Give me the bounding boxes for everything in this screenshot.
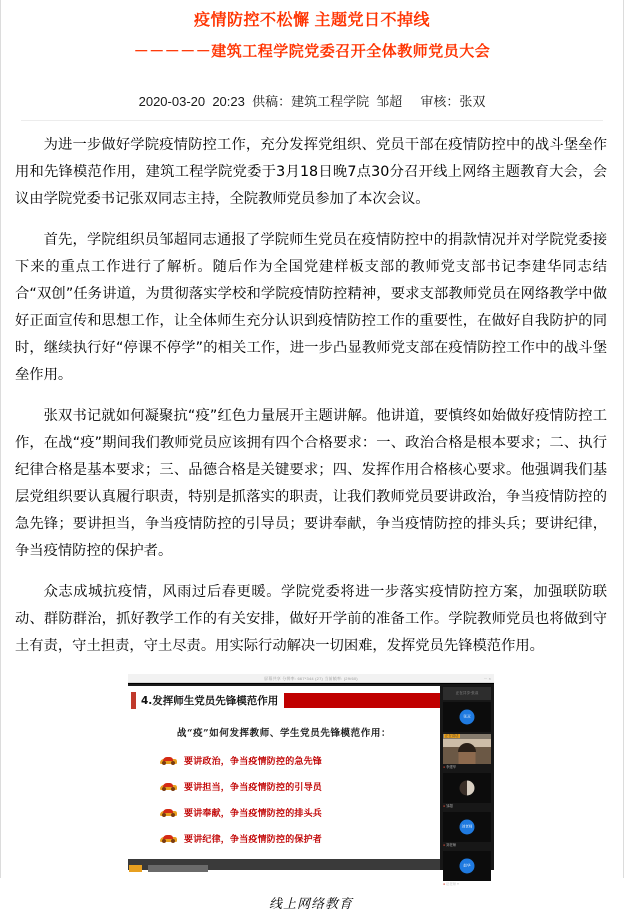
participant-tile[interactable] <box>443 851 491 881</box>
mic-icon: ● <box>443 765 446 769</box>
os-taskbar <box>128 859 440 870</box>
slide-bullet-label: 要讲担当，争当疫情防控的引导员 <box>184 783 323 793</box>
figure-caption: 线上网络教育 <box>268 897 353 912</box>
participant-name: ● 李建华 <box>443 765 457 769</box>
taskbar-window-chip <box>148 865 208 872</box>
speaking-label: 正在讲话 <box>445 734 459 738</box>
participant-name: ● 邹超 <box>443 804 453 808</box>
paragraph: 为进一步做好学院疫情防控工作，充分发挥党组织、党员干部在疫情防控中的战斗堡垒作用和先锋模范作用，建筑工程学院党委于3月18日晚7点30分召开线上网络主题教育大会，会议由学院党委书记张双同志主持，全院教师党员参加了本次会议。 <box>15 137 607 207</box>
participant-name: ● 刘老师 <box>443 843 457 847</box>
screenshare-titlebar <box>128 674 494 683</box>
car-icon <box>160 808 177 817</box>
article-figure <box>15 674 607 912</box>
mic-icon: ● <box>443 882 446 886</box>
participant-tile[interactable] <box>443 812 491 842</box>
avatar: 刘老师 <box>460 820 475 835</box>
slide-question: 战“疫”如何发挥教师、学生党员先锋模范作用： <box>176 728 392 739</box>
byline: 2020-03-20 20:23 供稿：建筑工程学院 邹超 审核：张双 <box>138 94 486 109</box>
page-subtitle: －－－－－建筑工程学院党委召开全体教师党员大会 <box>133 43 491 60</box>
shared-slide <box>128 684 440 859</box>
slide-bullet-label: 要讲奉献，争当疫情防控的排头兵 <box>184 809 323 819</box>
mic-icon: ● <box>443 843 446 847</box>
conference-screenshot <box>128 674 494 886</box>
chevron-down-icon[interactable]: ▾ <box>457 882 459 886</box>
slide-bullet <box>160 776 440 797</box>
slide-bullet <box>160 802 440 823</box>
participant-tile[interactable] <box>443 773 491 803</box>
avatar: 赵华 <box>460 859 475 874</box>
car-icon <box>160 782 177 791</box>
avatar <box>460 781 475 796</box>
participant-tile[interactable] <box>443 734 491 764</box>
page-title: 疫情防控不松懈 主题党日不掉线 <box>194 12 430 29</box>
paragraph: 众志成城抗疫情，风雨过后春更暖。学院党委将进一步落实疫情防控方案，加强联防联动、群防群治，抓好教学工作的有关安排，做好开学前的准备工作。学院教师党员也将做到守土有责，守土担责，守土尽责。用实际行动解决一切困难，发挥党员先锋模范作用。 <box>15 584 607 654</box>
participants-panel <box>440 684 494 886</box>
slide-heading: 4.发挥师生党员先锋模范作用 <box>141 695 279 707</box>
participant-name: ● 赵老师 ▾ <box>443 882 459 886</box>
taskbar-start-chip <box>129 865 142 872</box>
mic-icon: ● <box>443 804 446 808</box>
slide-bullet-list <box>160 750 440 849</box>
slide-header-band <box>284 693 440 708</box>
article-body <box>1 121 623 912</box>
panel-header: 正在共享·张双 <box>443 687 491 700</box>
slide-bullet <box>160 828 440 849</box>
byline-row <box>21 93 603 121</box>
car-icon <box>160 756 177 765</box>
paragraph: 首先，学院组织员邹超同志通报了学院师生党员在疫情防控中的捐款情况并对学院党委接下来的重点工作进行了解析。随后作为全国党建样板支部的教师党支部书记李建华同志结合“双创”任务讲道，为贯彻落实学校和学院疫情防控精神，要求支部教师党员在网络教学中做好正面宣传和思想工作，让全体师生充分认识到疫情防控工作的重要性，在做好自我防护的同时，继续执行好“停课不停学”的相关工作，进一步凸显教师党支部在疫情防控工作中的战斗堡垒作用。 <box>15 232 607 383</box>
paragraph: 张双书记就如何凝聚抗“疫”红色力量展开主题讲解。他讲道，要慎终如始做好疫情防控工作，在战“疫”期间我们教师党员应该拥有四个合格要求：一、政治合格是根本要求；二、执行纪律合格是基本要求；三、品德合格是关键要求；四、发挥作用合格核心要求。他强调我们基层党组织要认真履行职责，特别是抓落实的职责，让我们教师党员要讲政治，争当疫情防控的急先锋；要讲担当，争当疫情防控的引导员；要讲奉献，争当疫情防控的排头兵；要讲纪律，争当疫情防控的保护者。 <box>15 408 607 559</box>
article-header <box>1 0 623 121</box>
window-controls: － × <box>483 676 491 681</box>
car-icon <box>160 834 177 843</box>
slide-bullet <box>160 750 440 771</box>
slide-accent-bar <box>131 692 136 709</box>
participant-tile[interactable] <box>443 702 491 732</box>
speaking-badge <box>443 734 491 739</box>
slide-header <box>128 690 440 711</box>
slide-bullet-label: 要讲政治，争当疫情防控的急先锋 <box>184 757 323 767</box>
slide-bullet-label: 要讲纪律，争当疫情防控的保护者 <box>184 835 323 845</box>
avatar: 张双 <box>460 710 475 725</box>
screenshare-status-text: 屏幕共享 分辨率: 667*344 (27) 当前帧率: (29/60) <box>264 676 358 681</box>
